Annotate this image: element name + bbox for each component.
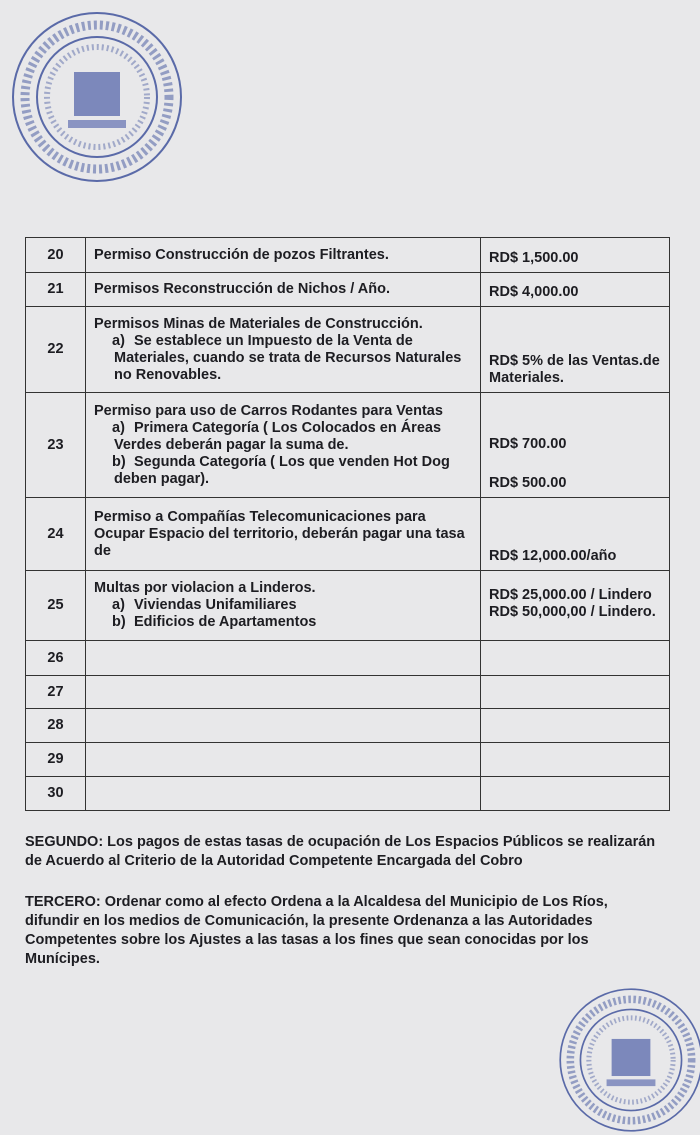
- fees-table: [25, 237, 670, 811]
- cell-text: b): [112, 614, 126, 630]
- cell-text: Segunda Categoría ( Los que venden Hot Dog deben pagar).: [114, 453, 450, 487]
- table-row: [26, 273, 670, 307]
- cell-text: a): [112, 332, 125, 349]
- table-cell: [481, 777, 670, 811]
- table-cell: [86, 393, 481, 498]
- table-cell: RD$ 1,500.00: [481, 238, 670, 273]
- cell-text: RD$ 50,000,00 / Lindero.: [489, 604, 656, 620]
- cell-text: [94, 454, 472, 488]
- table-cell: [86, 641, 481, 676]
- table-cell: 23: [26, 393, 86, 498]
- table-cell: RD$ 12,000.00/año: [481, 498, 670, 571]
- cell-text: Multas por violacion a Linderos.: [94, 580, 316, 596]
- table-cell: [481, 393, 670, 498]
- segundo-paragraph: SEGUNDO: Los pagos de estas tasas de ocupación de Los Espacios Públicos se realizarán de Acuerdo al Criterio de la Autoridad Competente Encargada del Cobro: [25, 834, 656, 869]
- table-cell: [86, 307, 481, 393]
- municipal-stamp-bottom: [556, 985, 700, 1135]
- cell-text: Viviendas Unifamiliares: [134, 597, 297, 613]
- cell-text: a): [112, 597, 125, 613]
- table-row: [26, 676, 670, 709]
- document-body: [25, 237, 670, 969]
- table-cell: [481, 709, 670, 743]
- cell-text: [94, 333, 472, 384]
- cell-text: a): [112, 419, 125, 436]
- table-row: [26, 393, 670, 498]
- cell-text: [94, 597, 472, 614]
- cell-text: RD$ 700.00: [489, 436, 567, 452]
- table-cell: [481, 571, 670, 641]
- table-cell: [86, 676, 481, 709]
- cell-text: Permiso para uso de Carros Rodantes para Ventas: [94, 402, 443, 419]
- table-cell: RD$ 5% de las Ventas.de Materiales.: [481, 307, 670, 393]
- table-row: [26, 307, 670, 393]
- cell-text: b): [112, 453, 126, 470]
- table-cell: 26: [26, 641, 86, 676]
- table-cell: 21: [26, 273, 86, 307]
- cell-text: RD$ 25,000.00 / Lindero: [489, 587, 652, 603]
- table-row: [26, 238, 670, 273]
- cell-text: [94, 420, 472, 454]
- table-cell: [481, 676, 670, 709]
- table-cell: [86, 777, 481, 811]
- table-cell: 20: [26, 238, 86, 273]
- table-cell: [86, 709, 481, 743]
- cell-text: [94, 614, 472, 631]
- municipal-stamp-top: [8, 8, 186, 186]
- cell-text: RD$ 500.00: [489, 475, 567, 491]
- cell-text: Primera Categoría ( Los Colocados en Áreas Verdes deberán pagar la suma de.: [114, 419, 442, 453]
- table-cell: [481, 743, 670, 777]
- table-cell: 28: [26, 709, 86, 743]
- table-cell: [481, 641, 670, 676]
- table-row: [26, 709, 670, 743]
- table-cell: 30: [26, 777, 86, 811]
- table-row: [26, 777, 670, 811]
- table-cell: RD$ 4,000.00: [481, 273, 670, 307]
- table-cell: 24: [26, 498, 86, 571]
- cell-text: Edificios de Apartamentos: [134, 614, 317, 630]
- table-row: [26, 498, 670, 571]
- table-cell: 25: [26, 571, 86, 641]
- table-row: [26, 571, 670, 641]
- table-row: [26, 641, 670, 676]
- cell-text: Permisos Minas de Materiales de Construcción.: [94, 315, 423, 332]
- table-cell: 22: [26, 307, 86, 393]
- table-cell: Permiso Construcción de pozos Filtrantes.: [86, 238, 481, 273]
- table-cell: Permisos Reconstrucción de Nichos / Año.: [86, 273, 481, 307]
- table-cell: [86, 743, 481, 777]
- table-cell: 29: [26, 743, 86, 777]
- cell-text: Se establece un Impuesto de la Venta de Materiales, cuando se trata de Recursos Naturales no Renovables.: [114, 332, 462, 383]
- table-cell: Permiso a Compañías Telecomunicaciones para Ocupar Espacio del territorio, deberán pagar una tasa de: [86, 498, 481, 571]
- table-cell: [86, 571, 481, 641]
- table-cell: 27: [26, 676, 86, 709]
- tercero-paragraph: TERCERO: Ordenar como al efecto Ordena a la Alcaldesa del Municipio de Los Ríos, difundir en los medios de Comunicación, la presente Ordenanza a las Autoridades Competentes sobre los Ajustes a las tasas a los fines que sean conocidas por los Munícipes.: [25, 894, 608, 967]
- table-row: [26, 743, 670, 777]
